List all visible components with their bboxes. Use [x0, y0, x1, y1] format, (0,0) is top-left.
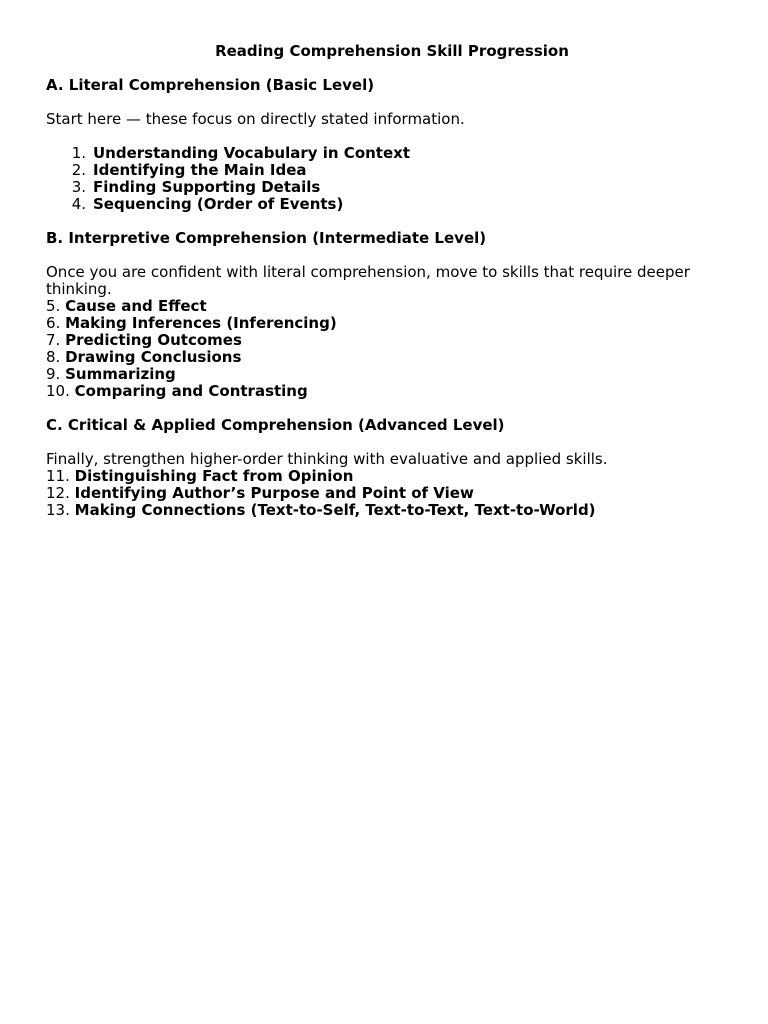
section-intro: Once you are confident with literal comprehension, move to skills that require deeper thinking.: [46, 263, 690, 298]
item-label: Making Connections (Text-to-Self, Text-to-Text, Text-to-World): [74, 501, 596, 519]
item-number: 7.: [46, 331, 61, 349]
section-critical: [46, 417, 726, 519]
section-intro: Finally, strengthen higher-order thinking with evaluative and applied skills.: [46, 450, 608, 468]
item-label: Summarizing: [65, 365, 176, 383]
item-label: Predicting Outcomes: [65, 331, 242, 349]
section-literal: [46, 77, 726, 213]
list-item: [46, 383, 726, 400]
skill-list: [46, 468, 726, 519]
item-label: Comparing and Contrasting: [74, 382, 308, 400]
item-label: Drawing Conclusions: [65, 348, 242, 366]
list-item: [46, 162, 726, 179]
section-heading: B. Interpretive Comprehension (Intermediate Level): [46, 229, 487, 247]
item-number: 12.: [46, 484, 70, 502]
item-number: 13.: [46, 501, 70, 519]
list-item: [46, 468, 726, 485]
skill-list: [46, 145, 726, 213]
item-number: 2.: [71, 161, 86, 179]
item-label: Cause and Effect: [65, 297, 207, 315]
item-number: 3.: [71, 178, 86, 196]
item-label: Understanding Vocabulary in Context: [93, 144, 410, 162]
list-item: [46, 349, 726, 366]
document-title: Reading Comprehension Skill Progression: [215, 42, 569, 60]
item-label: Making Inferences (Inferencing): [65, 314, 337, 332]
item-number: 10.: [46, 382, 70, 400]
item-number: 4.: [71, 195, 86, 213]
section-heading: C. Critical & Applied Comprehension (Advanced Level): [46, 416, 505, 434]
item-number: 11.: [46, 467, 70, 485]
item-label: Finding Supporting Details: [93, 178, 321, 196]
item-number: 5.: [46, 297, 61, 315]
item-label: Sequencing (Order of Events): [93, 195, 344, 213]
list-item: [46, 145, 726, 162]
item-number: 9.: [46, 365, 61, 383]
list-item: [46, 485, 726, 502]
item-label: Identifying the Main Idea: [93, 161, 307, 179]
item-number: 6.: [46, 314, 61, 332]
item-label: Identifying Author’s Purpose and Point of View: [74, 484, 474, 502]
item-number: 1.: [71, 144, 86, 162]
item-number: 8.: [46, 348, 61, 366]
section-intro: Start here — these focus on directly stated information.: [46, 110, 465, 128]
section-heading: A. Literal Comprehension (Basic Level): [46, 76, 375, 94]
list-item: [46, 179, 726, 196]
section-interpretive: [46, 230, 726, 400]
list-item: [46, 196, 726, 213]
list-item: [46, 366, 726, 383]
item-label: Distinguishing Fact from Opinion: [74, 467, 354, 485]
list-item: [46, 298, 726, 315]
list-item: [46, 502, 726, 519]
list-item: [46, 315, 726, 332]
skill-list: [46, 298, 726, 400]
list-item: [46, 332, 726, 349]
document-page: [46, 43, 726, 519]
